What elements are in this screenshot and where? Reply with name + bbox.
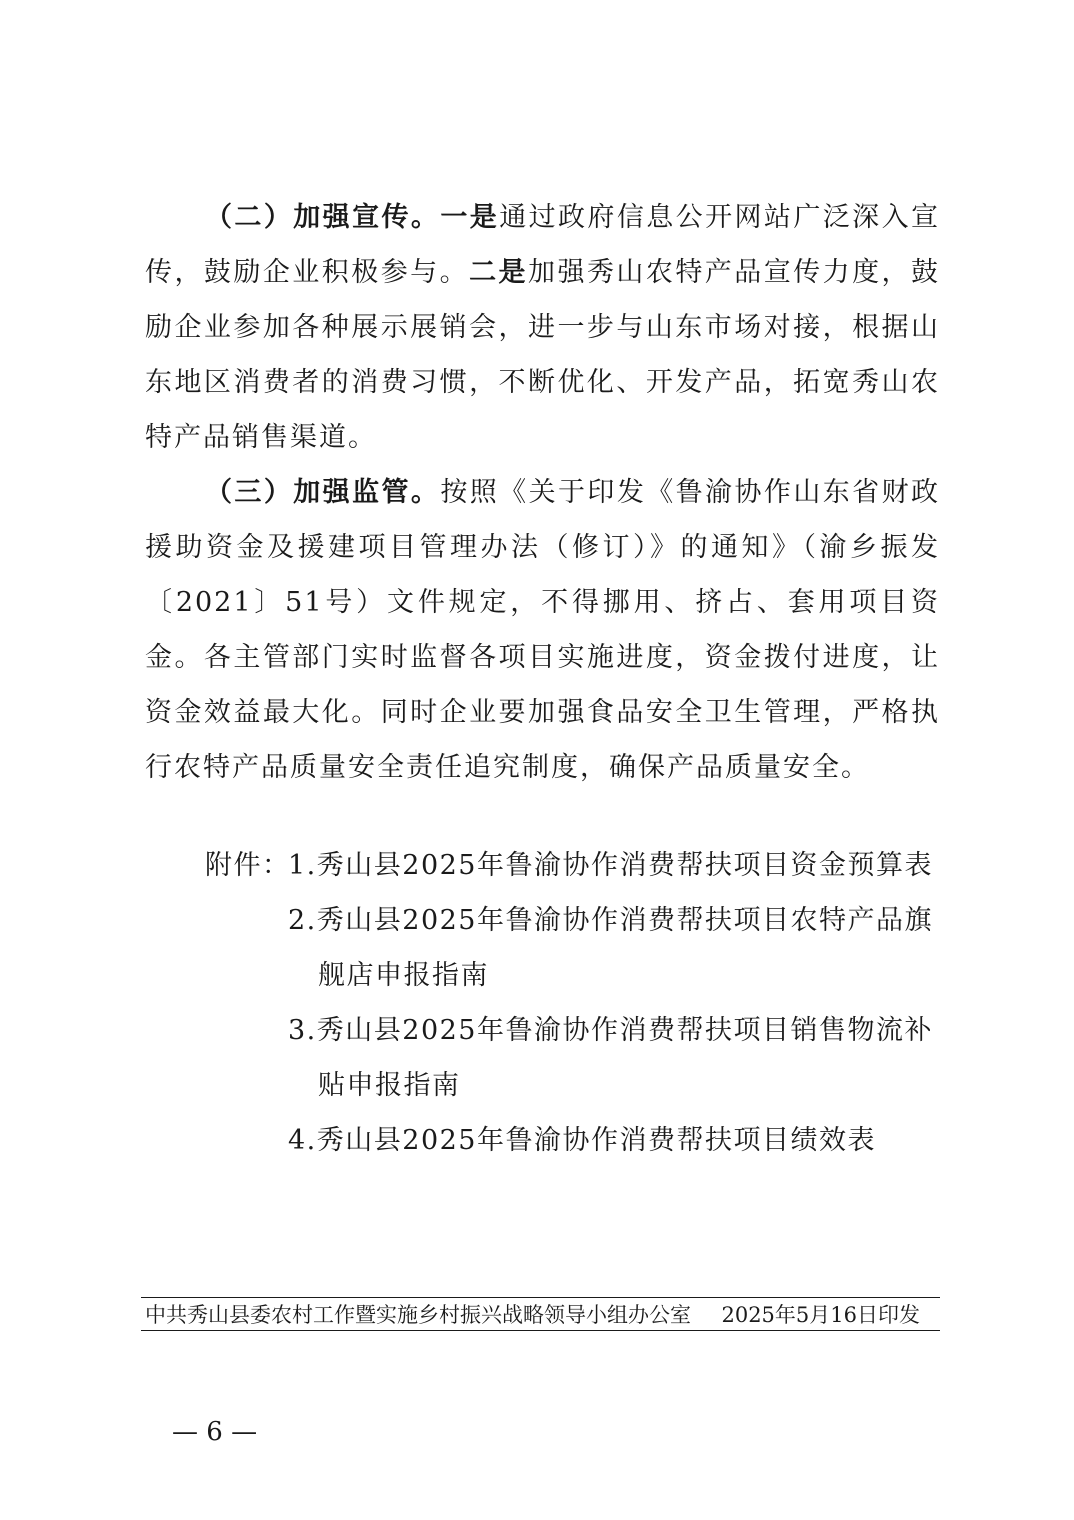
attachment-item: 3.秀山县2025年鲁渝协作消费帮扶项目销售物流补贴申报指南 (288, 1015, 933, 1101)
text-run: 一是 (440, 202, 500, 233)
section-heading-publicity: （二）加强宣传。 (205, 202, 441, 233)
text-run: 按照《关于印发《鲁渝协作山东省财政援助资金及援建项目管理办法（修订）》的通知》（渝乡振发〔2021〕51号）文件规定，不得挪用、挤占、套用项目资金。各主管部门实时监督各项目实施进度，资金拨付进度，让资金效益最大化。同时企业要加强食品安全卫生管理，严格执行农特产品质量安全责任追究制度，确保产品质量安全。 (145, 477, 941, 783)
page-number: — 6 — (172, 1417, 258, 1447)
attachment-item: 2.秀山县2025年鲁渝协作消费帮扶项目农特产品旗舰店申报指南 (288, 905, 933, 991)
attachment-item: 4.秀山县2025年鲁渝协作消费帮扶项目绩效表 (288, 1125, 876, 1156)
paragraph-publicity (145, 190, 940, 465)
paragraph-supervision (145, 465, 940, 795)
attachments-label: 附件： (205, 850, 291, 881)
body-text (145, 190, 940, 795)
section-heading-supervision: （三）加强监管。 (205, 477, 441, 508)
attachment-item: 1.秀山县2025年鲁渝协作消费帮扶项目资金预算表 (288, 850, 933, 881)
text-run: 二是 (469, 257, 529, 288)
attachments-list (145, 838, 940, 1168)
issue-date: 2025年5月16日印发 (721, 1303, 920, 1327)
footer-top-rule (141, 1297, 940, 1298)
attachment-row (145, 838, 940, 893)
text-run: 加强秀山农特产品宣传力度，鼓励企业参加各种展示展销会，进一步与山东市场对接，根据山东地区消费者的消费习惯，不断优化、开发产品，拓宽秀山农特产品销售渠道。 (145, 257, 941, 453)
issuing-organization: 中共秀山县委农村工作暨实施乡村振兴战略领导小组办公室 (145, 1303, 691, 1327)
footer-bottom-rule (141, 1330, 940, 1331)
text-run: 通过政府信息公开网站广泛深入宣传，鼓励企业积极参与。 (145, 202, 941, 288)
